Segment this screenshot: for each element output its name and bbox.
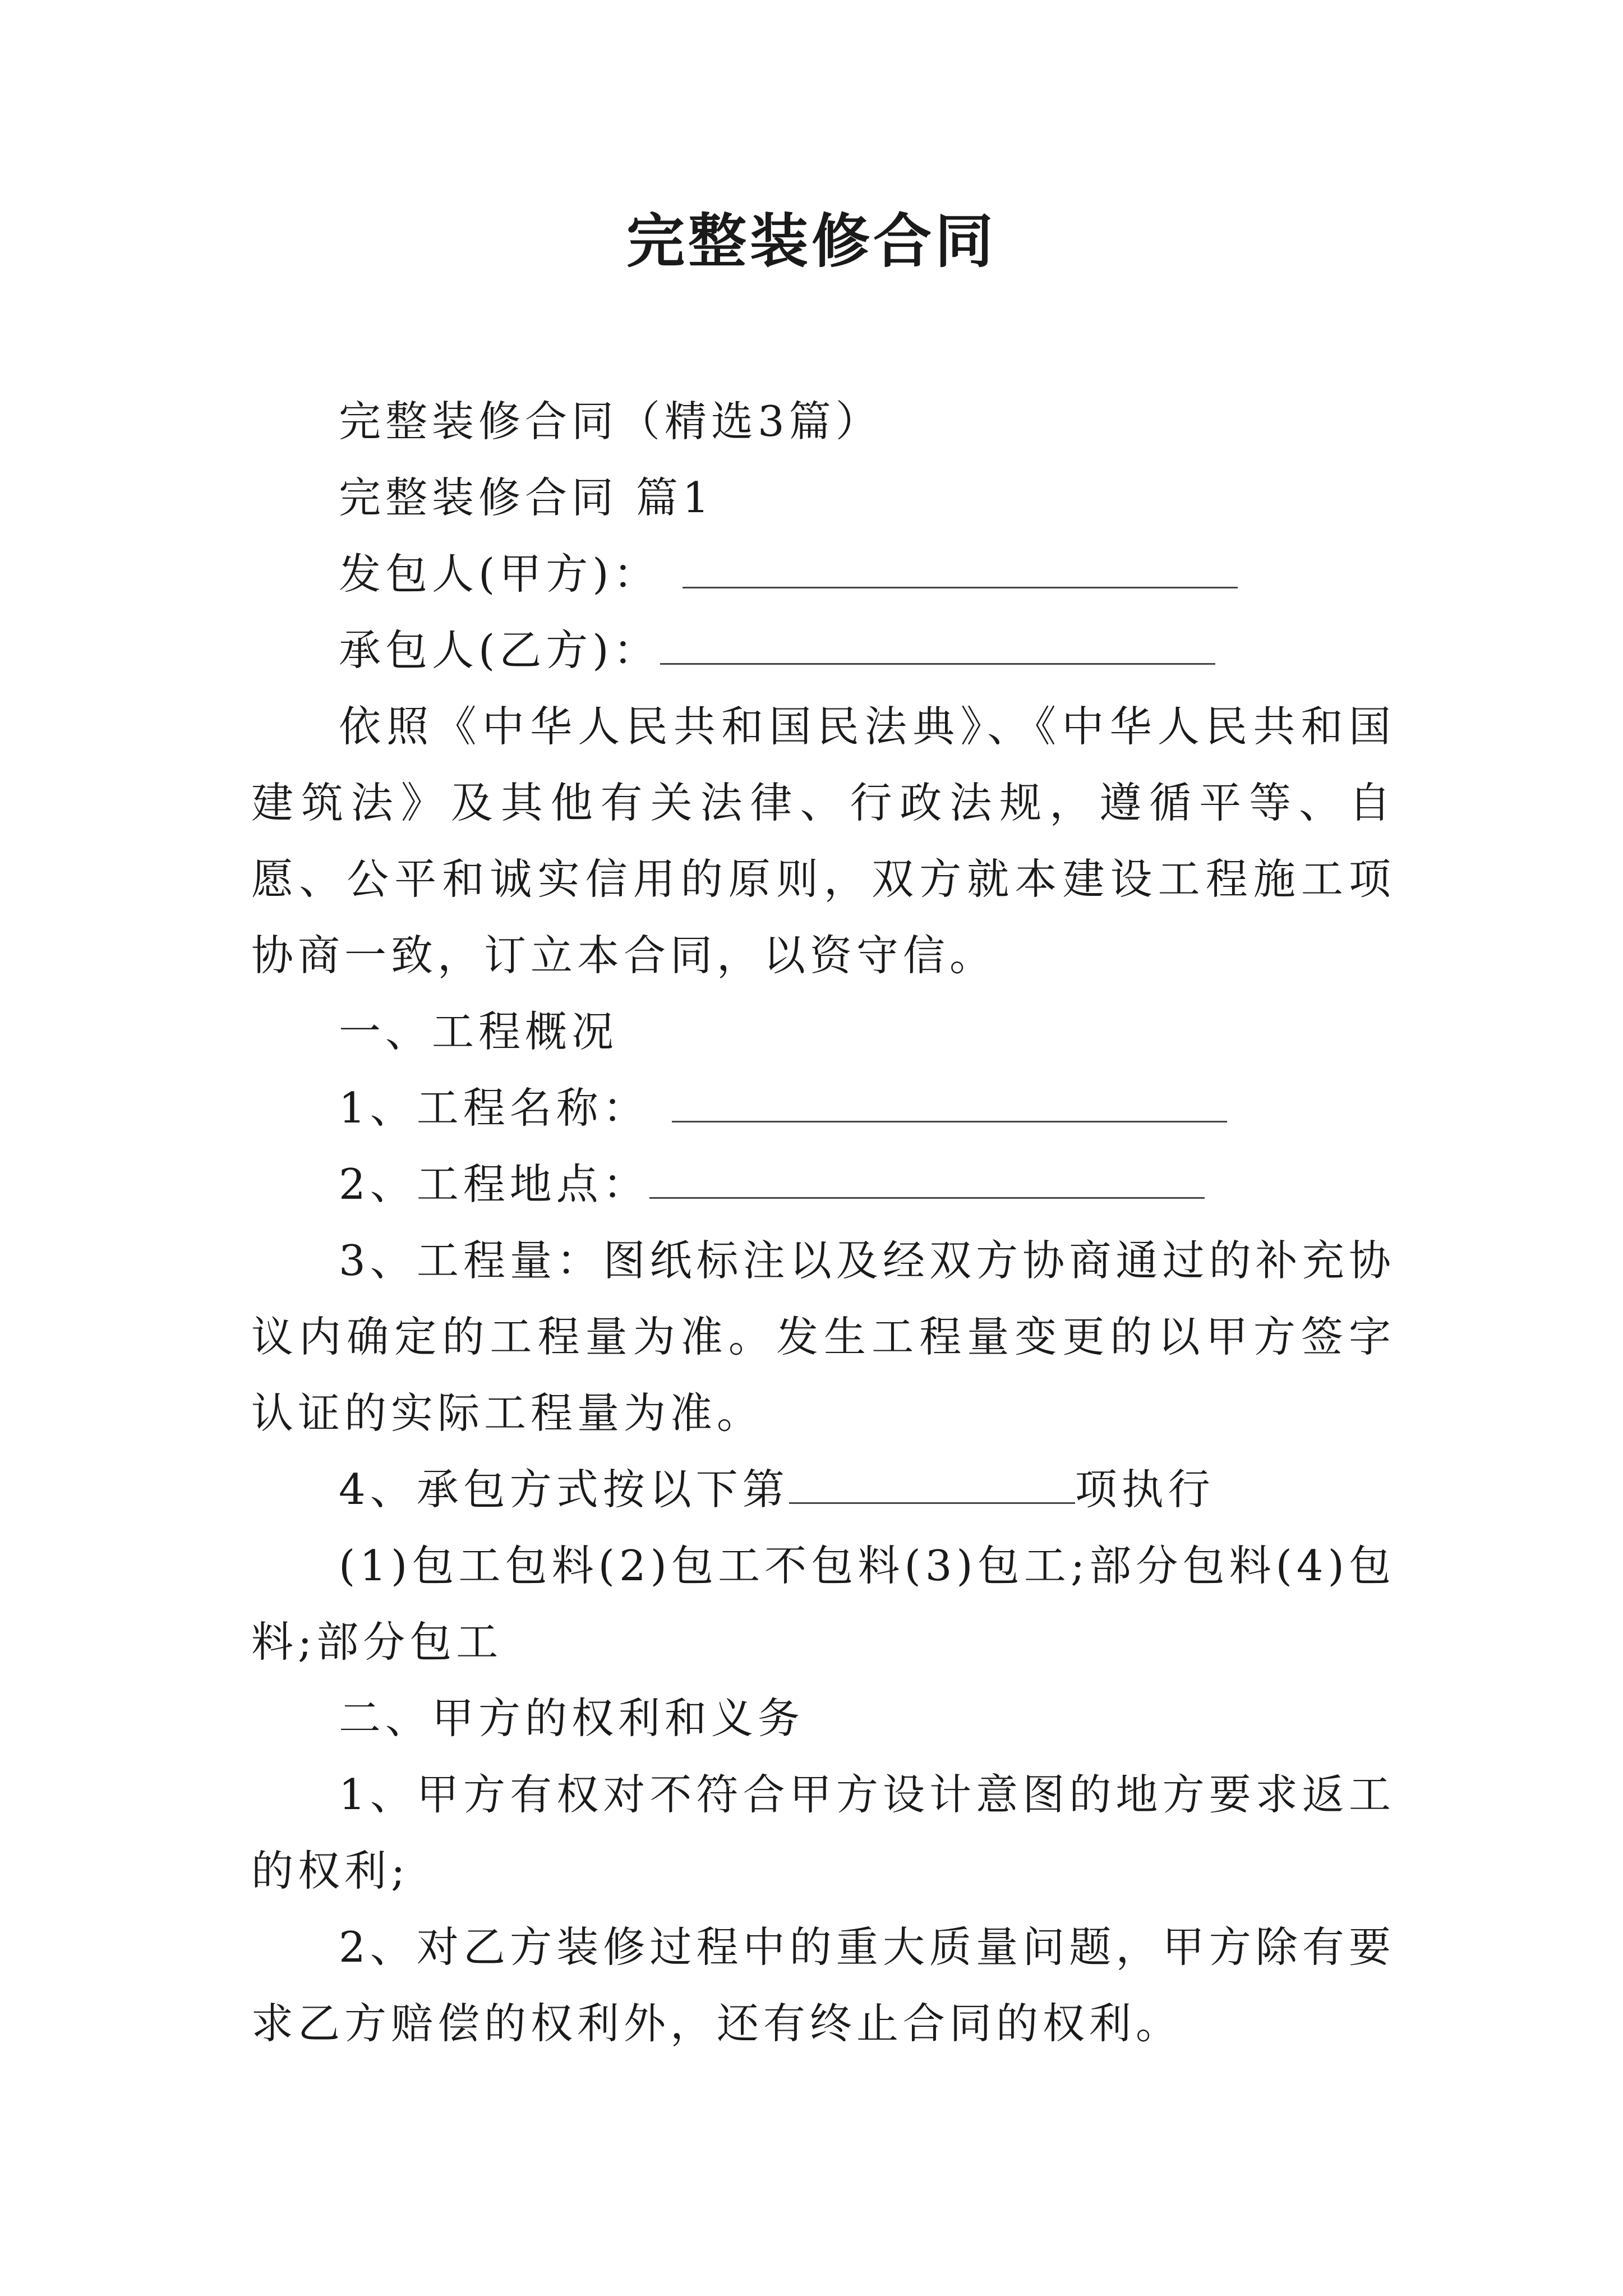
- item2-label: 2、工程地点：: [339, 1159, 649, 1209]
- item4-options: (1)包工包料(2)包工不包料(3)包工;部分包料(4)包料;部分包工: [251, 1541, 1395, 1667]
- item2-line: [251, 1146, 1395, 1222]
- party-b-label: 承包人(乙方)：: [339, 625, 660, 675]
- party-a-label: 发包人(甲方)：: [339, 549, 660, 599]
- item1-label: 1、工程名称：: [339, 1083, 649, 1133]
- item4-suffix: 项执行: [1075, 1465, 1215, 1514]
- right1-paragraph: 1、甲方有权对不符合甲方设计意图的地方要求返工的权利;: [251, 1770, 1395, 1895]
- item1-blank: [672, 1087, 1227, 1122]
- item1-line: [251, 1070, 1395, 1146]
- right2-paragraph: 2、对乙方装修过程中的重大质量问题，甲方除有要求乙方赔偿的权利外，还有终止合同的权利。: [251, 1922, 1395, 2048]
- intro-paragraph: 依照《中华人民共和国民法典》、《中华人民共和国建筑法》及其他有关法律、行政法规，遵循平等、自愿、公平和诚实信用的原则，双方就本建设工程施工项协商一致，订立本合同，以资守信。: [251, 702, 1395, 980]
- item2-blank: [649, 1163, 1205, 1199]
- item3-paragraph: 3、工程量：图纸标注以及经双方协商通过的补充协议内确定的工程量为准。发生工程量变更的以甲方签字认证的实际工程量为准。: [251, 1236, 1395, 1438]
- section-heading: 完整装修合同 篇1: [339, 473, 714, 522]
- item4-prefix: 4、承包方式按以下第: [339, 1465, 789, 1514]
- subtitle: 完整装修合同（精选3篇）: [339, 397, 882, 446]
- part2-heading: 二、甲方的权利和义务: [339, 1694, 805, 1743]
- document-body: [251, 383, 1395, 2062]
- document-title: 完整装修合同: [626, 206, 997, 275]
- item4-line: [251, 1451, 1395, 1527]
- party-a-line: [251, 536, 1395, 612]
- part1-heading: 一、工程概况: [339, 1007, 619, 1056]
- party-b-line: [251, 612, 1395, 688]
- item4-blank: [789, 1469, 1075, 1504]
- party-b-blank: [660, 629, 1215, 665]
- party-a-blank: [683, 553, 1238, 588]
